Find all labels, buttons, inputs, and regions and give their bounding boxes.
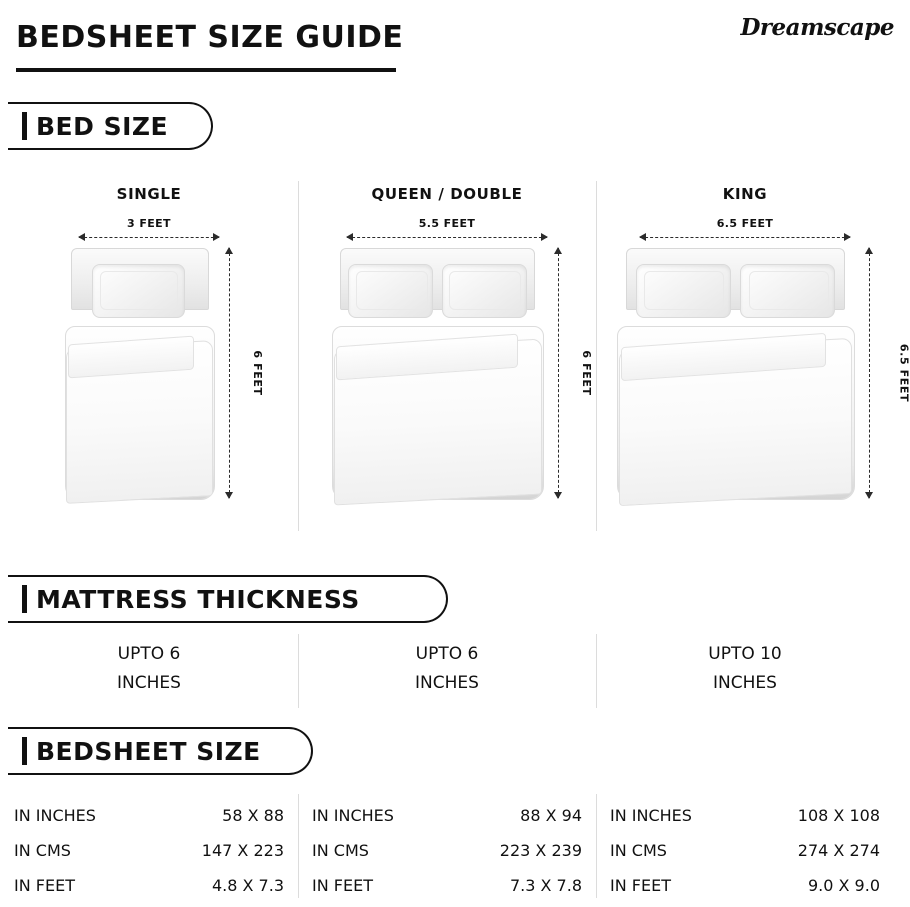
size-unit-label: IN INCHES: [14, 806, 96, 825]
size-value: 108 X 108: [797, 806, 880, 825]
arrow-bottom-cap-icon: [865, 492, 873, 499]
size-unit-label: IN FEET: [14, 876, 75, 895]
bed-figure-king: [617, 248, 910, 500]
height-dimension-single: [225, 248, 264, 498]
arrow-line: [869, 248, 870, 498]
height-dimension-queen-double: [554, 248, 593, 498]
bed-name-king: KING: [722, 185, 768, 203]
arrow-left-cap-icon: [346, 233, 353, 241]
section-heading-label: BEDSHEET SIZE: [36, 736, 261, 766]
thickness-cell-queen-double: [298, 640, 596, 708]
bed-graphic-queen-double: [332, 248, 544, 500]
size-value: 88 X 94: [520, 806, 582, 825]
width-arrow-king: [640, 233, 850, 242]
mattress-thickness-row: [0, 640, 894, 708]
thickness-line-2: INCHES: [713, 673, 777, 693]
width-label-single: 3 FEET: [127, 217, 171, 230]
size-unit-label: IN FEET: [610, 876, 671, 895]
height-dimension-king: [865, 248, 910, 498]
size-value: 147 X 223: [201, 841, 284, 860]
size-column-single: [0, 798, 298, 902]
width-arrow-queen-double: [347, 233, 547, 242]
arrow-line: [347, 237, 547, 238]
title-underline: [16, 68, 396, 72]
size-unit-label: IN INCHES: [610, 806, 692, 825]
width-dimension-king: [640, 217, 850, 242]
page-title: BEDSHEET SIZE GUIDE: [16, 20, 404, 55]
size-value: 223 X 239: [499, 841, 582, 860]
size-value: 4.8 X 7.3: [211, 876, 284, 895]
arrow-top-cap-icon: [865, 247, 873, 254]
thickness-line-2: INCHES: [117, 673, 181, 693]
arrow-right-cap-icon: [541, 233, 548, 241]
arrow-left-cap-icon: [78, 233, 85, 241]
table-row: [610, 798, 880, 833]
width-label-king: 6.5 FEET: [716, 217, 774, 230]
arrow-left-cap-icon: [639, 233, 646, 241]
size-unit-label: IN INCHES: [312, 806, 394, 825]
table-row: [312, 868, 582, 903]
table-row: [14, 833, 284, 868]
section-heading-bed-size: [8, 102, 213, 150]
section-heading-bedsheet-size: [8, 727, 313, 775]
thickness-line-2: INCHES: [415, 673, 479, 693]
bed-illustration-row: [0, 175, 910, 545]
height-label-king: 6.5 FEET: [897, 343, 910, 403]
arrow-line: [558, 248, 559, 498]
table-row: [610, 833, 880, 868]
arrow-line: [640, 237, 850, 238]
thickness-line-1: UPTO 10: [708, 644, 782, 664]
size-column-queen-double: [298, 798, 596, 902]
pillow-icon: [740, 264, 835, 318]
bed-column-king: [596, 175, 910, 545]
width-dimension-queen-double: [347, 217, 547, 242]
height-label-single: 6 FEET: [250, 350, 264, 396]
thickness-line-1: UPTO 6: [415, 644, 479, 664]
bed-figure-queen-double: [332, 248, 593, 500]
section-accent-bar: [22, 737, 27, 765]
arrow-line: [79, 237, 219, 238]
section-heading-label: BED SIZE: [36, 111, 169, 141]
arrow-line: [229, 248, 230, 498]
arrow-bottom-cap-icon: [225, 492, 233, 499]
width-label-queen-double: 5.5 FEET: [418, 217, 476, 230]
pillow-icon: [442, 264, 527, 318]
height-arrow-queen-double: [554, 248, 563, 498]
bed-graphic-king: [617, 248, 855, 500]
arrow-top-cap-icon: [225, 247, 233, 254]
bedsheet-size-table: [0, 798, 894, 902]
height-arrow-king: [865, 248, 874, 498]
thickness-cell-king: [596, 640, 894, 708]
bed-column-queen-double: [298, 175, 596, 545]
size-unit-label: IN CMS: [14, 841, 71, 860]
section-heading-mattress-thickness: [8, 575, 448, 623]
size-value: 9.0 X 9.0: [807, 876, 880, 895]
arrow-top-cap-icon: [554, 247, 562, 254]
height-label-queen-double: 6 FEET: [579, 350, 593, 396]
table-row: [14, 798, 284, 833]
bed-name-queen-double: QUEEN / DOUBLE: [371, 185, 523, 203]
arrow-bottom-cap-icon: [554, 492, 562, 499]
table-row: [312, 833, 582, 868]
arrow-right-cap-icon: [844, 233, 851, 241]
thickness-cell-single: [0, 640, 298, 708]
size-unit-label: IN FEET: [312, 876, 373, 895]
bed-figure-single: [65, 248, 264, 500]
pillow-icon: [92, 264, 185, 318]
section-heading-label: MATTRESS THICKNESS: [36, 584, 360, 614]
pillow-icon: [348, 264, 433, 318]
thickness-line-1: UPTO 6: [117, 644, 181, 664]
brand-logo: Dreamscape: [740, 14, 894, 41]
width-arrow-single: [79, 233, 219, 242]
table-row: [312, 798, 582, 833]
bed-name-single: SINGLE: [116, 185, 182, 203]
size-value: 58 X 88: [222, 806, 284, 825]
width-dimension-single: [79, 217, 219, 242]
section-accent-bar: [22, 112, 27, 140]
bed-column-single: [0, 175, 298, 545]
table-row: [14, 868, 284, 903]
size-unit-label: IN CMS: [312, 841, 369, 860]
pillow-icon: [636, 264, 731, 318]
page-header: [0, 14, 894, 76]
table-row: [610, 868, 880, 903]
arrow-right-cap-icon: [213, 233, 220, 241]
size-value: 7.3 X 7.8: [509, 876, 582, 895]
height-arrow-single: [225, 248, 234, 498]
size-column-king: [596, 798, 894, 902]
section-accent-bar: [22, 585, 27, 613]
bed-graphic-single: [65, 248, 215, 500]
size-value: 274 X 274: [797, 841, 880, 860]
size-unit-label: IN CMS: [610, 841, 667, 860]
